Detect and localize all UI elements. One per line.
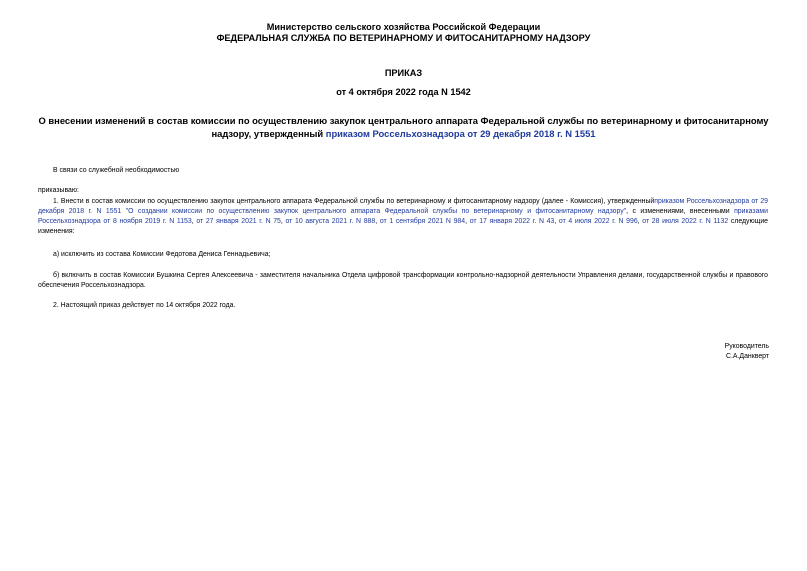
link-order-984[interactable]: от 1 сентября 2021 N 984 — [379, 218, 466, 225]
document-date-number: от 4 октября 2022 года N 1542 — [336, 87, 471, 97]
order-word: приказываю: — [38, 187, 79, 194]
link-order-888[interactable]: от 10 августа 2021 г. N 888 — [285, 218, 376, 225]
ministry-name: Министерство сельского хозяйства Российской Федерации — [266, 22, 541, 32]
document-type: ПРИКАЗ — [384, 68, 423, 78]
document-header — [0, 22, 807, 44]
link-order-1153[interactable]: приказами Россельхознадзора от 8 ноября 2019 г. N 1153 — [38, 208, 768, 225]
subitem-b: б) включить в состав Комиссии Бушкина Сергея Алексеевича - заместителя начальника Отдела цифровой трансформации контрольно-надзорной деятельности Управления делами, государственной службы и правового обеспечения Россельхознадзора. — [38, 272, 768, 289]
preamble: В связи со служебной необходимостью — [53, 167, 180, 174]
document-title — [38, 115, 769, 140]
signature-position: Руководитель — [724, 343, 769, 350]
title-link[interactable]: приказом Россельхознадзора от 29 декабря 2018 г. N 1551 — [325, 127, 596, 139]
signature-block — [725, 342, 769, 362]
title-text: О внесении изменений в состав комиссии по осуществлению закупок центрального аппарата Федеральной службы по ветеринарному и фитосанитарному надзору, утвержденный — [38, 115, 769, 139]
item-1-text: 1. Внести в состав комиссии по осуществлению закупок центрального аппарата Федеральной службы по ветеринарному и фитосанитарному надзору (далее - Комиссия), утвержденный — [53, 198, 655, 205]
link-order-996[interactable]: от 4 июля 2022 г. N 996 — [558, 218, 638, 225]
signature-name: С.А.Данкверт — [726, 353, 769, 360]
item-2: 2. Настоящий приказ действует по 14 октября 2022 года. — [53, 302, 236, 309]
link-order-43[interactable]: от 17 января 2022 г. N 43 — [469, 218, 555, 225]
subitem-a: а) исключить из состава Комиссии Федотова Дениса Геннадьевича; — [53, 251, 271, 258]
link-order-1551[interactable]: приказом Россельхознадзора от 29 декабря 2018 г. N 1551 "О создании комиссии по осуществлению закупок центрального аппарата Федеральной службы по ветеринарному и фитосанитарному надзору" — [38, 198, 768, 215]
link-order-1132[interactable]: от 28 июля 2022 г. N 1132 — [642, 218, 729, 225]
item-1: 1. Внести в состав комиссии по осуществлению закупок центрального аппарата Федеральной службы по ветеринарному и фитосанитарному надзору (далее - Комиссия), утвержденныйприказом Россельхознадзора от 29 декабря 2018 г. N 1551 "О создании комиссии по осуществлению закупок центрального аппарата Федеральной службы по ветеринарному и фитосанитарному надзору", с изменениями, внесенными приказами Россельхознадзора от 8 ноября 2019 г. N 1153, от 27 января 2021 г. N 75, от 10 августа 2021 г. N 888, от 1 сентября 2021 N 984, от 17 января 2022 г. N 43, от 4 июля 2022 г. N 996, от 28 июля 2022 г. N 1132 следующие изменения: — [38, 198, 768, 235]
link-order-75[interactable]: от 27 января 2021 г. N 75 — [196, 218, 281, 225]
service-name: ФЕДЕРАЛЬНАЯ СЛУЖБА ПО ВЕТЕРИНАРНОМУ И ФИТОСАНИТАРНОМУ НАДЗОРУ — [216, 33, 591, 43]
